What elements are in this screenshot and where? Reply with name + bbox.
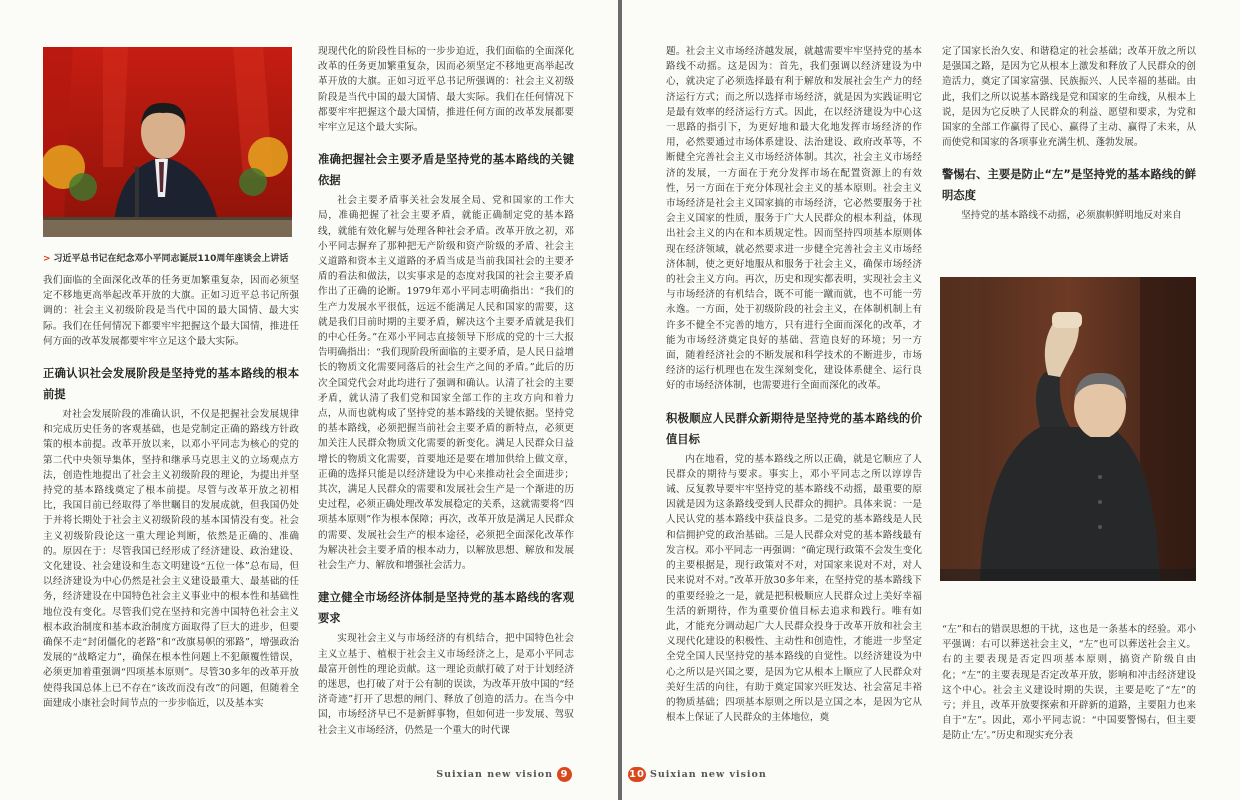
intro-paragraph: 我们面临的全面深化改革的任务更加繁重复杂，因而必须坚定不移地更高举起改革开放的大旗。正如习近平总书记所强调的：社会主义初级阶段是当代中国的最大国情、最大实际。我们在任何情况下都要牢牢把握这个最大国情，推进任何方面的改革发展都要牢牢立足这个最大实际。	[43, 275, 299, 347]
page-number: 9	[557, 767, 572, 782]
section-1-paragraph: 对社会发展阶段的准确认识，不仅是把握社会发展规律和完成历史任务的客观基础，也是党制定正确的路线方针政策的根本前提。改革开放以来，以邓小平同志为核心的党的第二代中央领导集体，坚持和继承马克思主义的立场观点方法，创造性地提出了社会主义初级阶段的理论，为提出并坚持党的基本路线奠定了根本前提。尽管与改革开放之初相比，我国目前已经取得了举世瞩目的发展成就，但我国仍处于并将长期处于社会主义初级阶段的基本国情没有变。社会主义初级阶段论这一重大理论判断，依然是正确的、准确的。原因在于：尽管我国已经形成了经济建设、政治建设、文化建设、社会建设和生态文明建设“五位一体”总布局，但以经济建设为中心仍然是社会主义建设最重大、最基础的任务，经济建设在中国特色社会主义事业中的根本性和基础性地位没有变化。尽管我们党在坚持和完善中国特色社会主义根本政治制度和基本政治制度方面取得了巨大的进步，但要确保不走“封闭僵化的老路”和“改旗易帜的邪路”，增强政治发展的“战略定力”，确保在根本性问题上不犯颠覆性错误，必须更加着重强调“四项基本原则”。尽管30多年的改革开放使得我国总体上已不存在“该改而没有改”的问题，但随着全面建成小康社会时间节点的一步步临近，以及基本实	[43, 409, 299, 709]
photo-caption	[43, 251, 303, 264]
section-4-paragraph: 内在地看，党的基本路线之所以正确，就是它顺应了人民群众的期待与要求。事实上，邓小平同志之所以谆谆告诫、反复教导要牢牢坚持党的基本路线不动摇，最重要的原因就是因为这条路线受到人民群众的拥护。具体来说：一是人民认党的基本路线中获益良多。二是党的基本路线是人民和信拥护党的政治基础。三是人民群众对党的基本路线最有发言权。邓小平同志一再强调：“确定现行政策不会发生变化的主要根据是，现行政策对不对，对国家来说对不对，对人民来说对不对。”改革开放30多年来，在坚持党的基本路线下的重要经验之一是，就是把积极顺应人民群众过上美好幸福生活的新期待，作为重要价值目标去追求和践行。唯有如此，才能充分调动起广大人民群众投身于改革开放和社会主义现代化建设的积极性、主动性和创造性，才能进一步坚定全党全国人民坚持党的基本路线的自觉性。以经济建设为中心之所以是兴国之要，是因为它从根本上顺应了人民群众对美好生活的向往，有助于奠定国家兴旺发达、社会富足丰裕的物质基础；四项基本原则之所以是立国之本，是因为它从根本上保证了人民群众的主体地位，奠	[666, 453, 922, 724]
section-3-paragraph: 实现社会主义与市场经济的有机结合，把中国特色社会主义立基于、植根于社会主义市场经济之上，是邓小平同志最富开创性的理论贡献。这一理论贡献打破了对于计划经济的迷思，也打破了对于公有制的误读，为改革开放中国的“经济奇迹”打开了思想的闸门、释放了创造的活力。在当今中国，市场经济早已不是新鲜事物，但如何进一步发展、驾驭社会主义市场经济，仍然是一个重大的时代课	[318, 633, 574, 736]
waving-photo-image	[940, 277, 1196, 581]
folio-left	[436, 767, 572, 782]
continued-paragraph: 定了国家长治久安、和谐稳定的社会基础；改革开放之所以是强国之路，是因为它从根本上激发和释放了人民群众的创造活力，奠定了国家富强、民族振兴、人民幸福的基础。由此，我们之所以说基本路线是党和国家的生命线，从根本上说，是因为它反映了人民群众的利益、愿望和要求，为党和国家的全部工作赢得了民心、赢得了主动、赢得了未来，从而使党和国家的各项事业充满生机、蓬勃发展。	[942, 46, 1196, 149]
caption-text: 习近平总书记在纪念邓小平同志诞辰110周年座谈会上讲话	[53, 254, 289, 264]
photo-speaker	[43, 47, 292, 237]
right-column-2-bottom	[942, 622, 1196, 744]
closing-paragraph: “左”和右的错误思想的干扰，这也是一条基本的经验。邓小平强调：右可以葬送社会主义，“左”也可以葬送社会主义。右的主要表现是否定四项基本原则，搞资产阶级自由化；“左”的主要表现是否定改革开放，影响和冲击经济建设这个中心。社会主义建设时期的失误，主要是吃了“左”的亏；并且，改革开放要探索和开辟新的道路，主要阻力也来自于“左”。因此，邓小平同志说：“中国要警惕右，但主要是防止‘左’。”历史和现实充分表	[942, 624, 1196, 742]
section-5-paragraph: 坚持党的基本路线不动摇，必须旗帜鲜明地反对来自	[961, 210, 1182, 222]
right-column-2	[942, 44, 1196, 224]
right-column-1	[666, 44, 922, 725]
continued-paragraph: 现现代化的阶段性目标的一步步迫近，我们面临的全面深化改革的任务更加繁重复杂，因而必须坚定不移地更高举起改革开放的大旗。正如习近平总书记所强调的：社会主义初级阶段是当代中国的最大国情、最大实际。我们在任何情况下都要牢牢把握这个最大国情，推进任何方面的改革发展都要牢牢立足这个最大实际。	[318, 46, 574, 134]
magazine-name: Suixian new vision	[436, 769, 553, 780]
page-number: 10	[629, 769, 645, 780]
left-page	[0, 0, 618, 800]
folio-right	[628, 767, 767, 782]
section-heading-3: 建立健全市场经济体制是坚持党的基本路线的客观要求	[318, 591, 574, 626]
section-heading-1: 正确认识社会发展阶段是坚持党的基本路线的根本前提	[43, 367, 299, 402]
right-page	[622, 0, 1240, 800]
continued-paragraph: 题。社会主义市场经济越发展，就越需要牢牢坚持党的基本路线不动摇。这是因为：首先，我们强调以经济建设为中心，就决定了必须选择最有利于解放和发展社会生产力的经济运行方式；而之所以选择市场经济，就是因为实践证明它是最有效率的经济运行方式。因此，在以经济建设为中心这一思路的指引下，为更好地和最大化地发挥市场经济的作用，必然要通过市场体系建设、法治建设、政府改革等，不断健全完善社会主义市场经济体制。其次，社会主义市场经济的发展，一方面在于充分发挥市场在配置资源上的有效性，另一方面在于充分体现社会主义的基本原则。社会主义市场经济是社会主义国家搞的市场经济，它必然要服务于社会主义国家的性质，服务于广大人民群众的根本利益，体现出社会主义的内在和本质规定性。因而坚持四项基本原则体现在经济领域，就必然要求进一步健全完善社会主义市场经济体制，使之更好地服从和服务于社会主义，确保市场经济的社会主义方向。再次，历史和现实都表明，实现社会主义与市场经济的有机结合，既不可能一蹴而就，也不可能一劳永逸。一方面，处于初级阶段的社会主义，在体制机制上有许多不健全不完善的地方，只有进行全面而深化的改革，才能为市场经济奠定良好的基础、营造良好的环境；另一方面，随着经济社会的不断发展和科学技术的不断进步，市场经济的运行机理也在发生深刻变化，建设体系健全、运行良好的市场经济体制，也需要进行全面而深化的改革。	[666, 46, 922, 392]
left-column-1	[43, 273, 299, 711]
section-2-paragraph: 社会主要矛盾事关社会发展全局、党和国家的工作大局，准确把握了社会主要矛盾，就能正确制定党的基本路线，就能有效化解与处理各种社会矛盾。改革开放之初，邓小平同志摒弃了那种把无产阶级和资产阶级的矛盾、社会主义道路和资本主义道路的矛盾当成是当前我国社会的主要矛盾的看法和做法，以实事求是的态度对我国的社会主要矛盾作出了正确的论断。1979年邓小平同志明确指出：“我们的生产力发展水平很低，远远不能满足人民和国家的需要，这就是我们目前时期的主要矛盾，解决这个主要矛盾就是我们的中心任务。”在邓小平同志直接领导下形成的党的十三大报告明确指出：“我们现阶段所面临的主要矛盾，是人民日益增长的物质文化需要同落后的社会生产之间的矛盾。”此后的历次全国党代会对此均进行了强调和确认。认清了社会的主要矛盾，就认清了我们党和国家全部工作的主攻方向和着力点，从而也就构成了坚持党的基本路线的关键依据。坚持党的基本路线，必须把握当前社会主要矛盾的新特点，必须更加关注人民群众物质文化需要的新变化。满足人民群众日益增长的物质文化需要，首要地还是要在增加供给上做文章，正确的选择只能是以经济建设为中心来推动社会全面进步；其次，满足人民群众的需要和发展社会生产是一个渐进的历史过程，必须正确处理改革发展稳定的关系，这就需要将“四项基本原则”作为根本保障；再次，改革开放是满足人民群众的需要、发展社会生产的根本途径，必须把全面深化改革作为解决社会主要矛盾的根本动力，以解放思想、解放和发展社会生产力、解放和增强社会活力。	[318, 195, 574, 572]
caption-arrow-icon: >	[43, 254, 51, 264]
magazine-name: Suixian new vision	[650, 769, 767, 780]
section-heading-2: 准确把握社会主要矛盾是坚持党的基本路线的关键依据	[318, 153, 574, 188]
photo-waving	[940, 277, 1196, 581]
section-heading-5: 警惕右、主要是防止“左”是坚持党的基本路线的鲜明态度	[942, 168, 1196, 203]
speaker-photo-image	[43, 47, 292, 237]
left-column-2	[318, 44, 574, 738]
section-heading-4: 积极顺应人民群众新期待是坚持党的基本路线的价值目标	[666, 411, 922, 446]
